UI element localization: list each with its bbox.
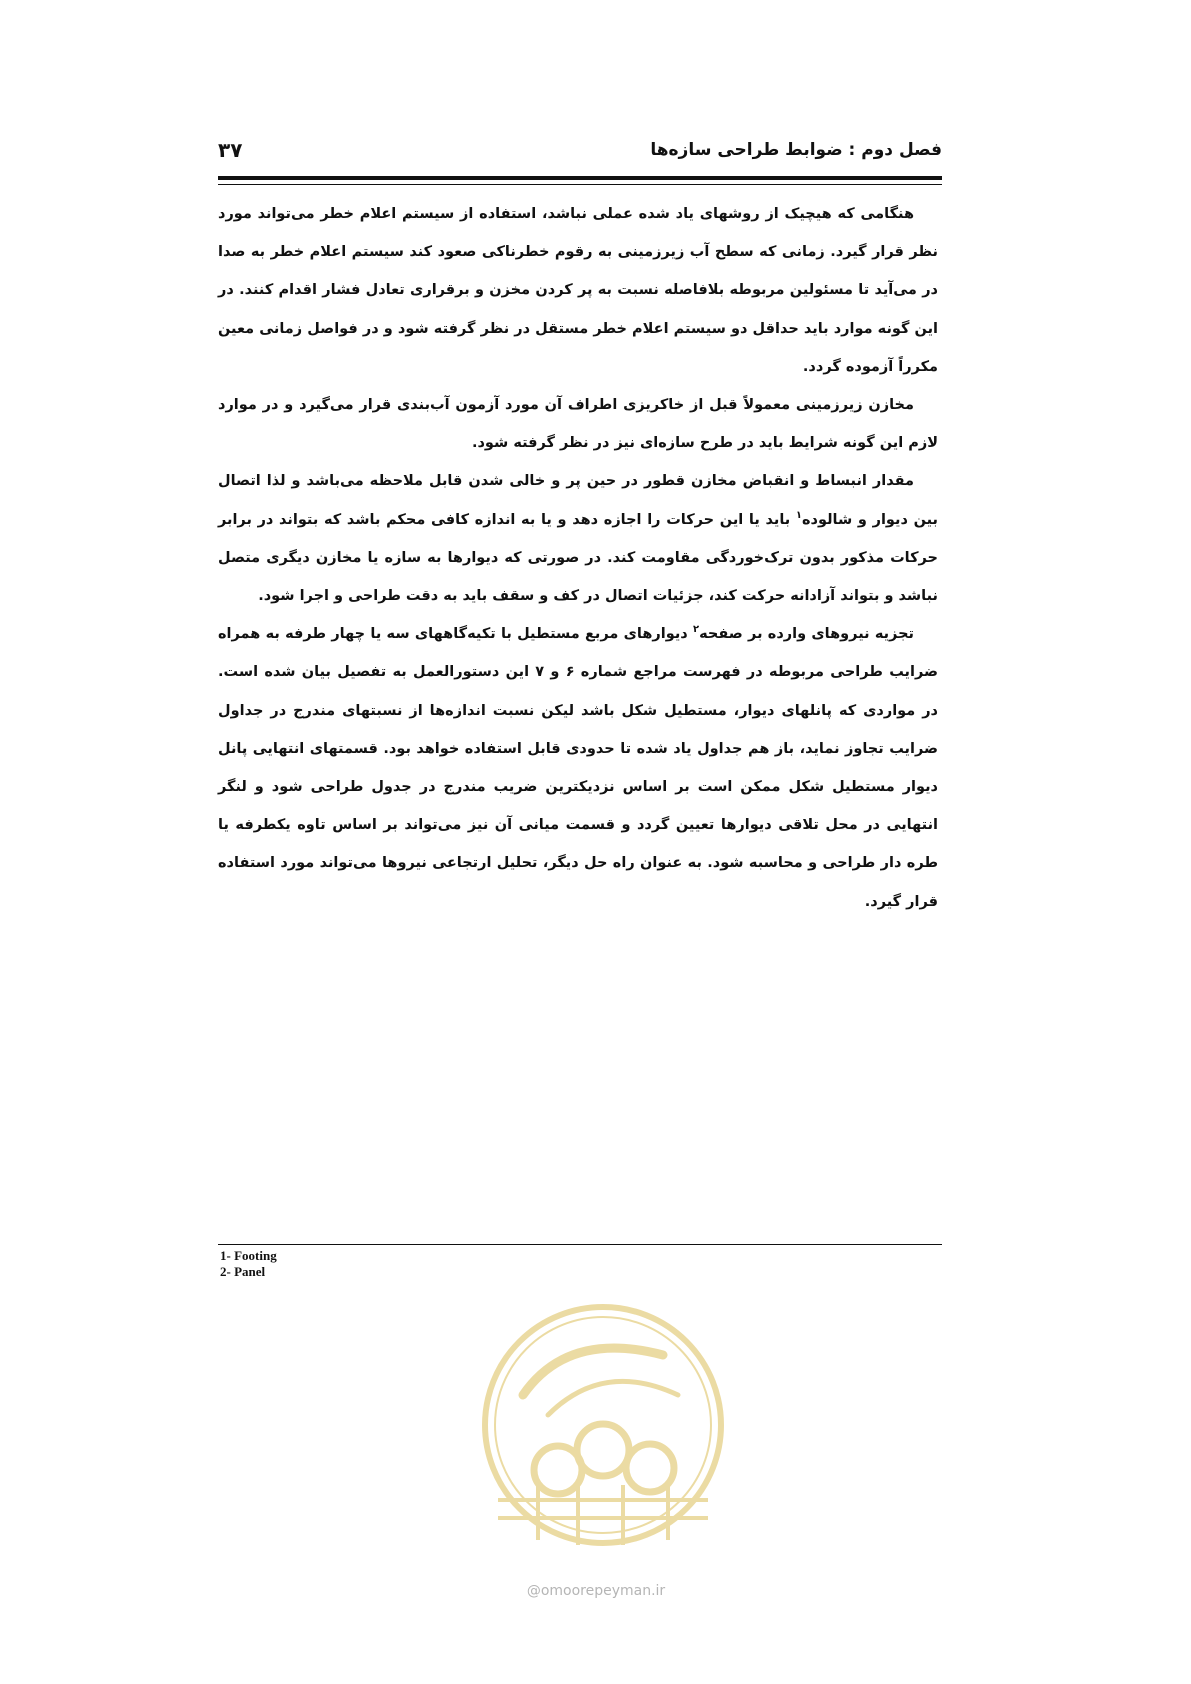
footnotes xyxy=(220,1248,277,1280)
body-text xyxy=(218,195,938,921)
paragraph-panel-forces xyxy=(218,615,938,921)
footnote-mark: ۲ xyxy=(692,624,700,636)
paragraph-text: تجزیه نیروهای وارده بر صفحه xyxy=(699,626,914,643)
page-header xyxy=(218,132,942,168)
paragraph-expansion xyxy=(218,462,938,615)
paragraph-text: دیوارهای مربع مستطیل با تکیه‌گاههای سه یا چهار طرفه به همراه ضرایب طراحی مربوطه در فهرست مراجع شماره ۶ و ۷ این دستورالعمل به تفصیل بیان شده است. در مواردی که پانلهای دیوار، مستطیل شکل باشد لیکن نسبت اندازه‌ها از نسبتهای مندرج در جداول ضرایب تجاوز نماید، باز هم جداول یاد شده تا حدودی قابل استفاده خواهد بود. قسمتهای انتهایی پانل دیوار مستطیل شکل ممکن است بر اساس نزدیکترین ضریب مندرج در جدول طراحی شود و لنگر انتهایی در محل تلاقی دیوارها تعیین گردد و قسمت میانی آن نیز می‌تواند بر اساس تاوه یکطرفه یا طره دار طراحی و محاسبه شود. به عنوان راه حل دیگر، تحلیل ارتجاعی نیروها می‌تواند مورد استفاده قرار گیرد. xyxy=(218,626,939,910)
paragraph-text: مقدار انبساط و انقباض مخازن قطور در حین پر و خالی شدن قابل ملاحظه می‌باشد و لذا اتصال بین دیوار و شالوده xyxy=(218,473,938,528)
header-rule-thick xyxy=(218,176,942,180)
footnote-1: 1- Footing xyxy=(220,1248,277,1263)
paragraph-alarm-system: هنگامی که هیچیک از روشهای یاد شده عملی نباشد، استفاده از سیستم اعلام خطر می‌تواند مورد نظر قرار گیرد. زمانی که سطح آب زیرزمینی به رقوم خطرناکی صعود کند سیستم اعلام خطر به صدا در می‌آید تا مسئولین مربوطه بلافاصله نسبت به پر کردن مخزن و برقراری تعادل فشار اقدام کنند. در این گونه موارد باید حداقل دو سیستم اعلام خطر مستقل در نظر گرفته شود و در فواصل زمانی معین مکرراً آزموده گردد. xyxy=(218,206,938,375)
paragraph-underground-tanks: مخازن زیرزمینی معمولاً قبل از خاکریزی اطراف آن مورد آزمون آب‌بندی قرار می‌گیرد و در موارد لازم این گونه شرایط باید در طرح سازه‌ای نیز در نظر گرفته شود. xyxy=(218,397,938,452)
footnote-mark: ۱ xyxy=(795,509,802,521)
watermark-url: @omoorepeyman.ir xyxy=(526,1583,666,1599)
omoorepeyman-seal-icon xyxy=(478,1300,728,1550)
page-number: ۳۷ xyxy=(218,138,243,162)
header-rule-thin xyxy=(218,184,942,185)
footnote-2: 2- Panel xyxy=(220,1264,266,1279)
chapter-title: فصل دوم : ضوابط طراحی سازه‌ها xyxy=(650,140,942,160)
paragraph-text: باید یا این حرکات را اجازه دهد و یا به اندازه کافی محکم باشد که بتواند در برابر حرکات مذکور بدون ترک‌خوردگی مقاومت کند. در صورتی که دیوارها به سازه یا مخازن دیگری متصل نباشد و بتواند آزادانه حرکت کند، جزئیات اتصال در کف و سقف باید به دقت طراحی و اجرا شود. xyxy=(218,511,938,605)
footnote-rule xyxy=(218,1244,942,1245)
